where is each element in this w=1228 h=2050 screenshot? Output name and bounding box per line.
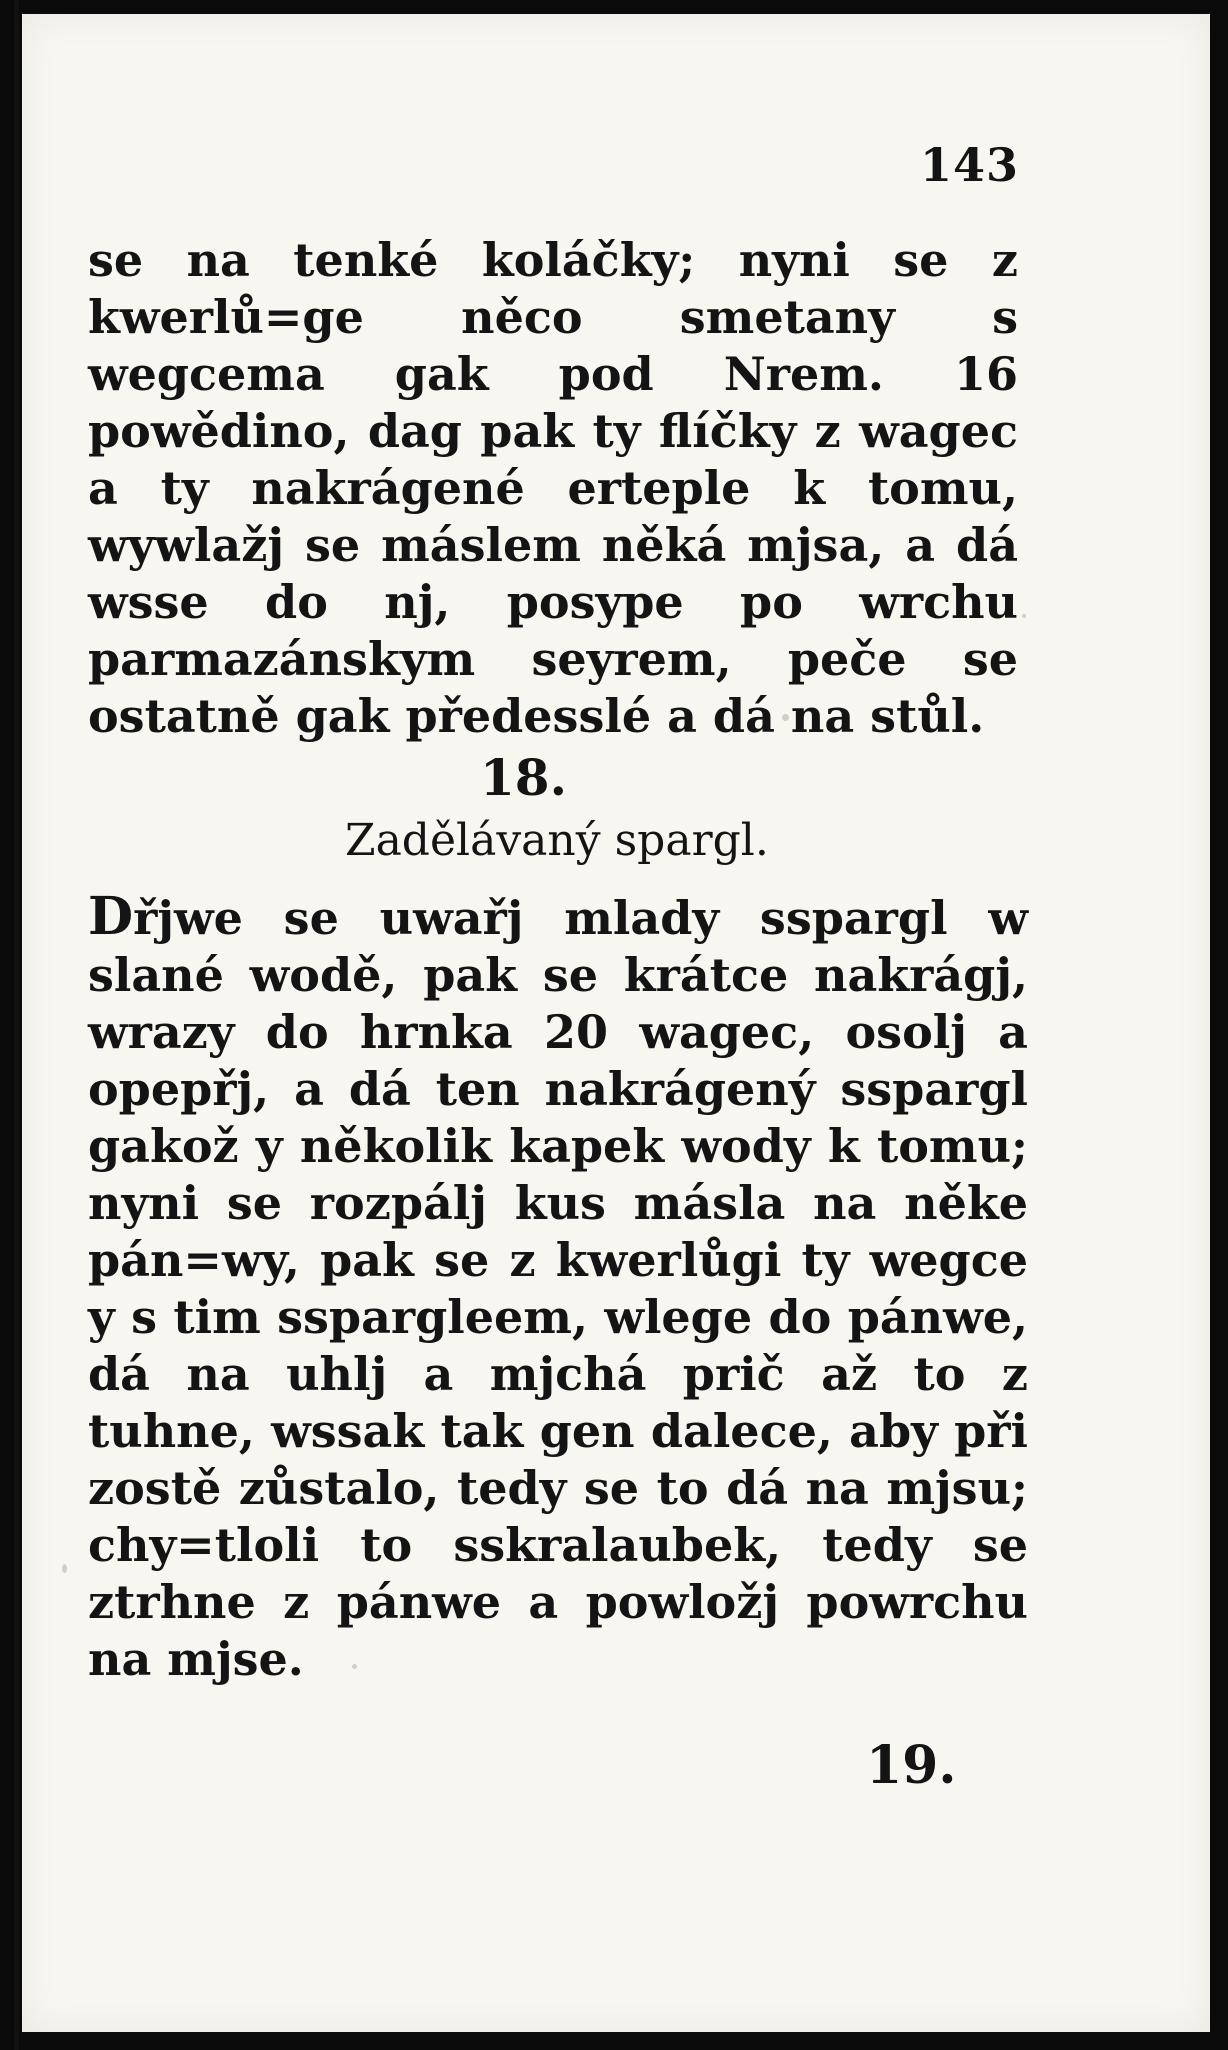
recipe-paragraph: Dřjwe se uwařj mlady sspargl w slané wodě, pak se krátce nakrágj, wrazy do hrnka 20 wagec, osolj a opepřj, a dá ten nakrágený sspargl gakož y několik kapek wody k tomu; nyni se rozpálj kus másla na něke pán=wy, pak se z kwerlůgi ty wegce y s tim sspargleem, wlege do pánwe, dá na uhlj a mjchá prič až to z tuhne, wssak tak gen dalece, aby při zostě zůstalo, tedy se to dá na mjsu; chy=tloli to sskralaubek, tedy se ztrhne z pánwe a powložj powrchu na mjse. bbox=[88, 886, 1028, 1686]
section-title: Zadělávaný spargl. bbox=[345, 815, 769, 866]
next-section-number: 19. bbox=[866, 1735, 957, 1796]
section-number: 18. bbox=[480, 748, 567, 807]
book-spine-edge bbox=[14, 0, 19, 2050]
page-number: 143 bbox=[920, 138, 1020, 192]
paper-speck bbox=[62, 1564, 67, 1573]
recipe-continuation-paragraph: se na tenké koláčky; nyni se z kwerlů=ge něco smetany s wegcema gak pod Nrem. 16 powědino, dag pak ty flíčky z wagec a ty nakrágené erteple k tomu, wywlažj se máslem něká mjsa, a dá wsse do nj, posype po wrchu parmazánskym seyrem, peče se ostatně gak předesslé a dá na stůl. bbox=[88, 233, 1018, 743]
paper-speck bbox=[1022, 614, 1026, 618]
